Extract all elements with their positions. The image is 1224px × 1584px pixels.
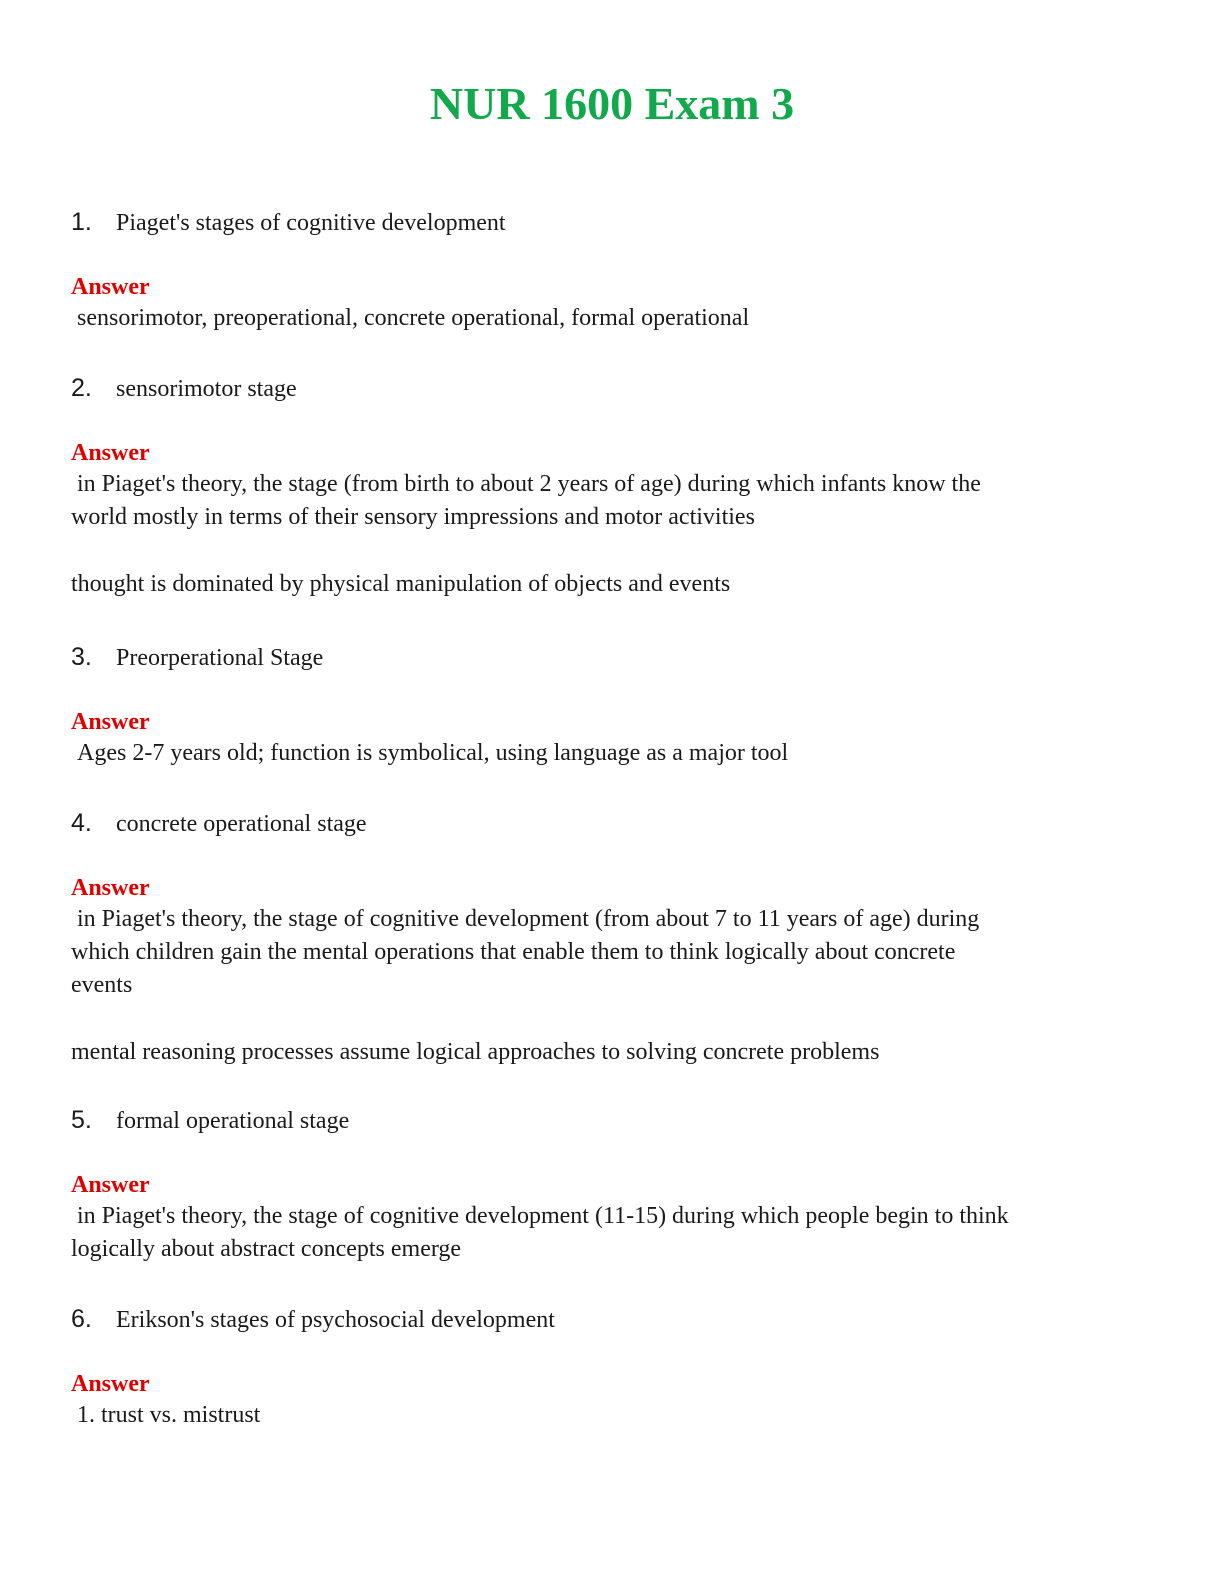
question-text: concrete operational stage — [116, 811, 367, 837]
question-number: 4. — [71, 809, 92, 837]
qa-item-1 — [71, 207, 1161, 335]
qa-item-2 — [71, 373, 1161, 601]
answer-label: Answer — [71, 440, 150, 466]
answer-text: in Piaget's theory, the stage of cognitive development (from about 7 to 11 years of age) during which children gain the mental operations that enable them to think logically about concrete events — [71, 906, 980, 998]
question-number: 6. — [71, 1305, 92, 1333]
answer-text: in Piaget's theory, the stage (from birth to about 2 years of age) during which infants know the world mostly in terms of their sensory impressions and motor activities — [71, 471, 981, 530]
qa-item-6 — [71, 1304, 1161, 1432]
qa-item-3 — [71, 642, 1161, 770]
question-number: 1. — [71, 208, 92, 236]
answer-note: thought is dominated by physical manipulation of objects and events — [71, 571, 731, 597]
answer-text: sensorimotor, preoperational, concrete operational, formal operational — [71, 305, 750, 331]
answer-label: Answer — [71, 1172, 150, 1198]
question-number: 3. — [71, 643, 92, 671]
question — [71, 1105, 1161, 1136]
answer-text: Ages 2-7 years old; function is symbolical, using language as a major tool — [71, 740, 789, 766]
question-number: 5. — [71, 1106, 92, 1134]
qa-item-4 — [71, 808, 1161, 1069]
page-title: NUR 1600 Exam 3 — [429, 78, 795, 129]
question — [71, 808, 1161, 839]
question — [71, 373, 1161, 404]
answer-label: Answer — [71, 709, 150, 735]
question-text: sensorimotor stage — [116, 376, 297, 402]
question — [71, 207, 1161, 238]
question-text: Piaget's stages of cognitive development — [116, 210, 506, 236]
answer-text: 1. trust vs. mistrust — [71, 1402, 261, 1428]
answer-label: Answer — [71, 274, 150, 300]
question-text: Preorperational Stage — [116, 645, 324, 671]
answer-label: Answer — [71, 1371, 150, 1397]
question-text: Erikson's stages of psychosocial development — [116, 1307, 555, 1333]
answer-note: mental reasoning processes assume logical approaches to solving concrete problems — [71, 1039, 880, 1065]
qa-item-5 — [71, 1105, 1161, 1266]
question-number: 2. — [71, 374, 92, 402]
question — [71, 1304, 1161, 1335]
question — [71, 642, 1161, 673]
answer-label: Answer — [71, 875, 150, 901]
answer-text: in Piaget's theory, the stage of cognitive development (11-15) during which people begin to think logically about abstract concepts emerge — [71, 1203, 1009, 1262]
question-text: formal operational stage — [116, 1108, 350, 1134]
